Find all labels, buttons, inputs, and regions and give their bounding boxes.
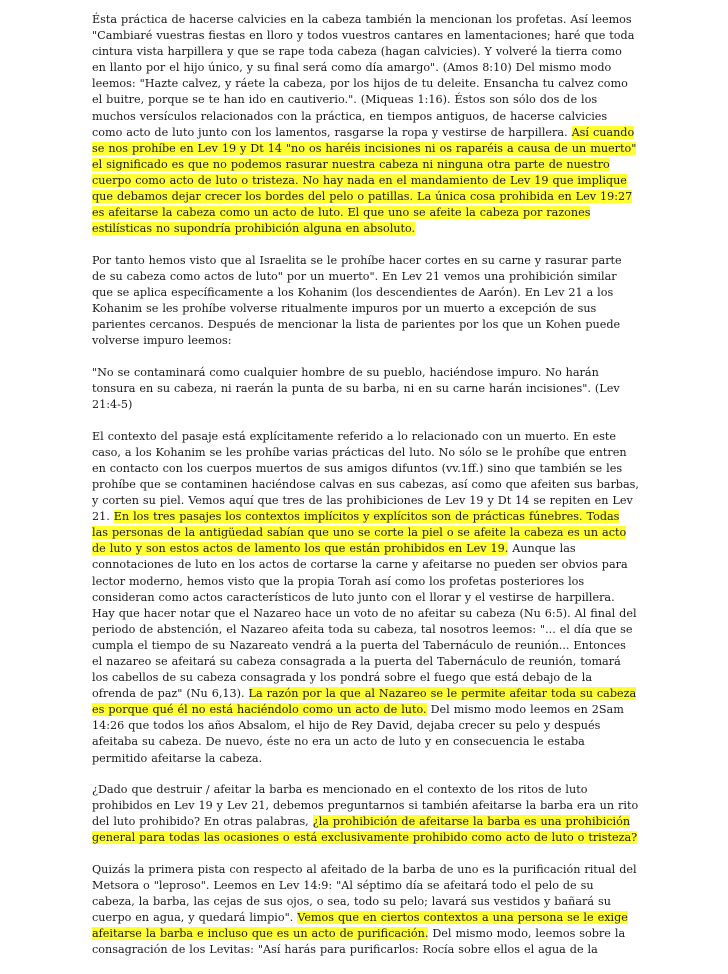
paragraph — [92, 862, 639, 959]
paragraph — [92, 12, 639, 237]
highlighted-text: Así cuando se nos prohíbe en Lev 19 y Dt 14 "no os haréis incisiones ni os raparéis a causa de un muerto" el significado es que no podemos rasurar nuestra cabeza ni ninguna otra parte de nuestro cuerpo como acto de luto o tristeza. No hay nada en el mandamiento de Lev 19 que implique que debamos dejar crecer los bordes del pelo o patillas. La única cosa prohibida en Lev 19:27 es afeitarse la cabeza como un acto de luto. El que uno se afeite la cabeza por razones estilísticas no supondría prohibición alguna en absoluto. — [92, 125, 637, 236]
text-segment: Quizás la primera pista con respecto al afeitado de la barba de uno es la purificación ritual del Metsora o "leproso". Leemos en Lev 14:9: "Al séptimo día se afeitará todo el pelo de su cabeza, la barba, las cejas de sus ojos, o sea, todo su pelo; lavará sus vestidos y bañará su cuerpo en agua, y quedará limpio". — [92, 863, 637, 925]
paragraph — [92, 429, 639, 767]
text-segment: Del mismo modo leemos en 2Sam 14:26 que todos los años Absalom, el hijo de Rey David, dejaba crecer su pelo y después afeitaba su cabeza. De nuevo, éste no era un acto de luto y en consecuencia le estaba permitido afeitarse la cabeza. — [92, 703, 624, 765]
text-segment: Ésta práctica de hacerse calvicies en la cabeza también la mencionan los profetas. Así leemos "Cambiaré vuestras fiestas en lloro y todos vuestros cantares en lamentaciones; haré que toda cintura vista harpillera y que se rape toda cabeza (hagan calvicies). Y volveré la tierra como en llanto por el hijo único, y su final será como día amargo". (Amos 8:10) Del mismo modo leemos: "Hazte calvez, y ráete la cabeza, por los hijos de tu deleite. Ensancha tu calvez como el buitre, porque se te han ido en cautiverio.". (Miqueas 1:16). Éstos son sólo dos de los muchos versículos relacionados con la práctica, en tiempos antiguos, de hacerse calvicies como acto de luto junto con los lamentos, rasgarse la ropa y vestirse de harpillera. — [92, 13, 635, 139]
highlighted-text: Vemos que en ciertos contextos a una persona se le exige afeitarse la barba e incluso que es un acto de purificación. — [92, 911, 628, 941]
document-body — [92, 12, 639, 974]
text-segment: ¿Dado que destruir / afeitar la barba es mencionado en el contexto de los ritos de luto prohibidos en Lev 19 y Lev 21, debemos preguntarnos si también afeitarse la barba era un rito del luto prohibido? En otras palabras, — [92, 783, 639, 829]
highlighted-text: ¿la prohibición de afeitarse la barba es una prohibición general para todas las ocasiones o está exclusivamente prohibido como acto de luto o tristeza? — [92, 815, 638, 845]
paragraph — [92, 365, 639, 413]
highlighted-text: En los tres pasajes los contextos implícitos y explícitos son de prácticas fúnebres. Todas las personas de la antigüedad sabían que uno se corte la piel o se afeite la cabeza es un acto de luto y son estos actos de lamento los que están prohibidos en Lev 19. — [92, 510, 627, 556]
highlighted-text: La razón por la que al Nazareo se le permite afeitar toda su cabeza es porque qué él no está haciéndolo como un acto de luto. — [92, 687, 637, 717]
paragraph — [92, 253, 639, 350]
text-segment: "No se contaminará como cualquier hombre de su pueblo, haciéndose impuro. No harán tonsura en su cabeza, ni raerán la punta de su barba, ni en su carne harán incisiones". (Lev 21:4-5) — [92, 365, 620, 412]
text-segment: El contexto del pasaje está explícitamente referido a lo relacionado con un muerto. En este caso, a los Kohanim se les prohíbe varias prácticas del luto. No sólo se le prohíbe que entren en contacto con los cuerpos muertos de sus amigos difuntos (vv.1ff.) sino que también se les prohíbe que se contaminen haciéndose calvas en sus cabezas, así como que afeiten sus barbas, y corten su piel. Vemos aquí que tres de las prohibiciones de Lev 19 y Dt 14 se repiten en Lev 21. — [92, 429, 639, 524]
text-segment: Aunque las connotaciones de luto en los actos de cortarse la carne y afeitarse no pueden ser obvios para lector moderno, hemos visto que la propia Torah así como los profetas posteriores los consideran como actos característicos de luto junto con el llorar y el vestirse de harpillera. Hay que hacer notar que el Nazareo hace un voto de no afeitar su cabeza (Nu 6:5). Al final del periodo de abstención, el Nazareo afeita toda su cabeza, tal nosotros leemos: "... el día que se cumpla el tiempo de su Nazareato vendrá a la puerta del Tabernáculo de reunión... Entonces el nazareo se afeitará su cabeza consagrada a la puerta del Tabernáculo de reunión, tomará los cabellos de su cabeza consagrada y los pondrá sobre el fuego que está debajo de la ofrenda de paz" (Nu 6,13). — [92, 542, 637, 701]
text-segment: Por tanto hemos visto que al Israelita se le prohíbe hacer cortes en su carne y rasurar parte de su cabeza como actos de luto" por un muerto". En Lev 21 vemos una prohibición similar que se aplica específicamente a los Kohanim (los descendientes de Aarón). En Lev 21 a los Kohanim se les prohíbe volverse ritualmente impuros por un muerto a excepción de sus parientes cercanos. Después de mencionar la lista de parientes por los que un Kohen puede volverse impuro leemos: — [92, 253, 622, 348]
paragraph — [92, 782, 639, 846]
text-segment: Del mismo modo, leemos sobre la consagración de los Levitas: "Así harás para purificarlos: Rocía sobre ellos el agua de la — [92, 927, 626, 957]
